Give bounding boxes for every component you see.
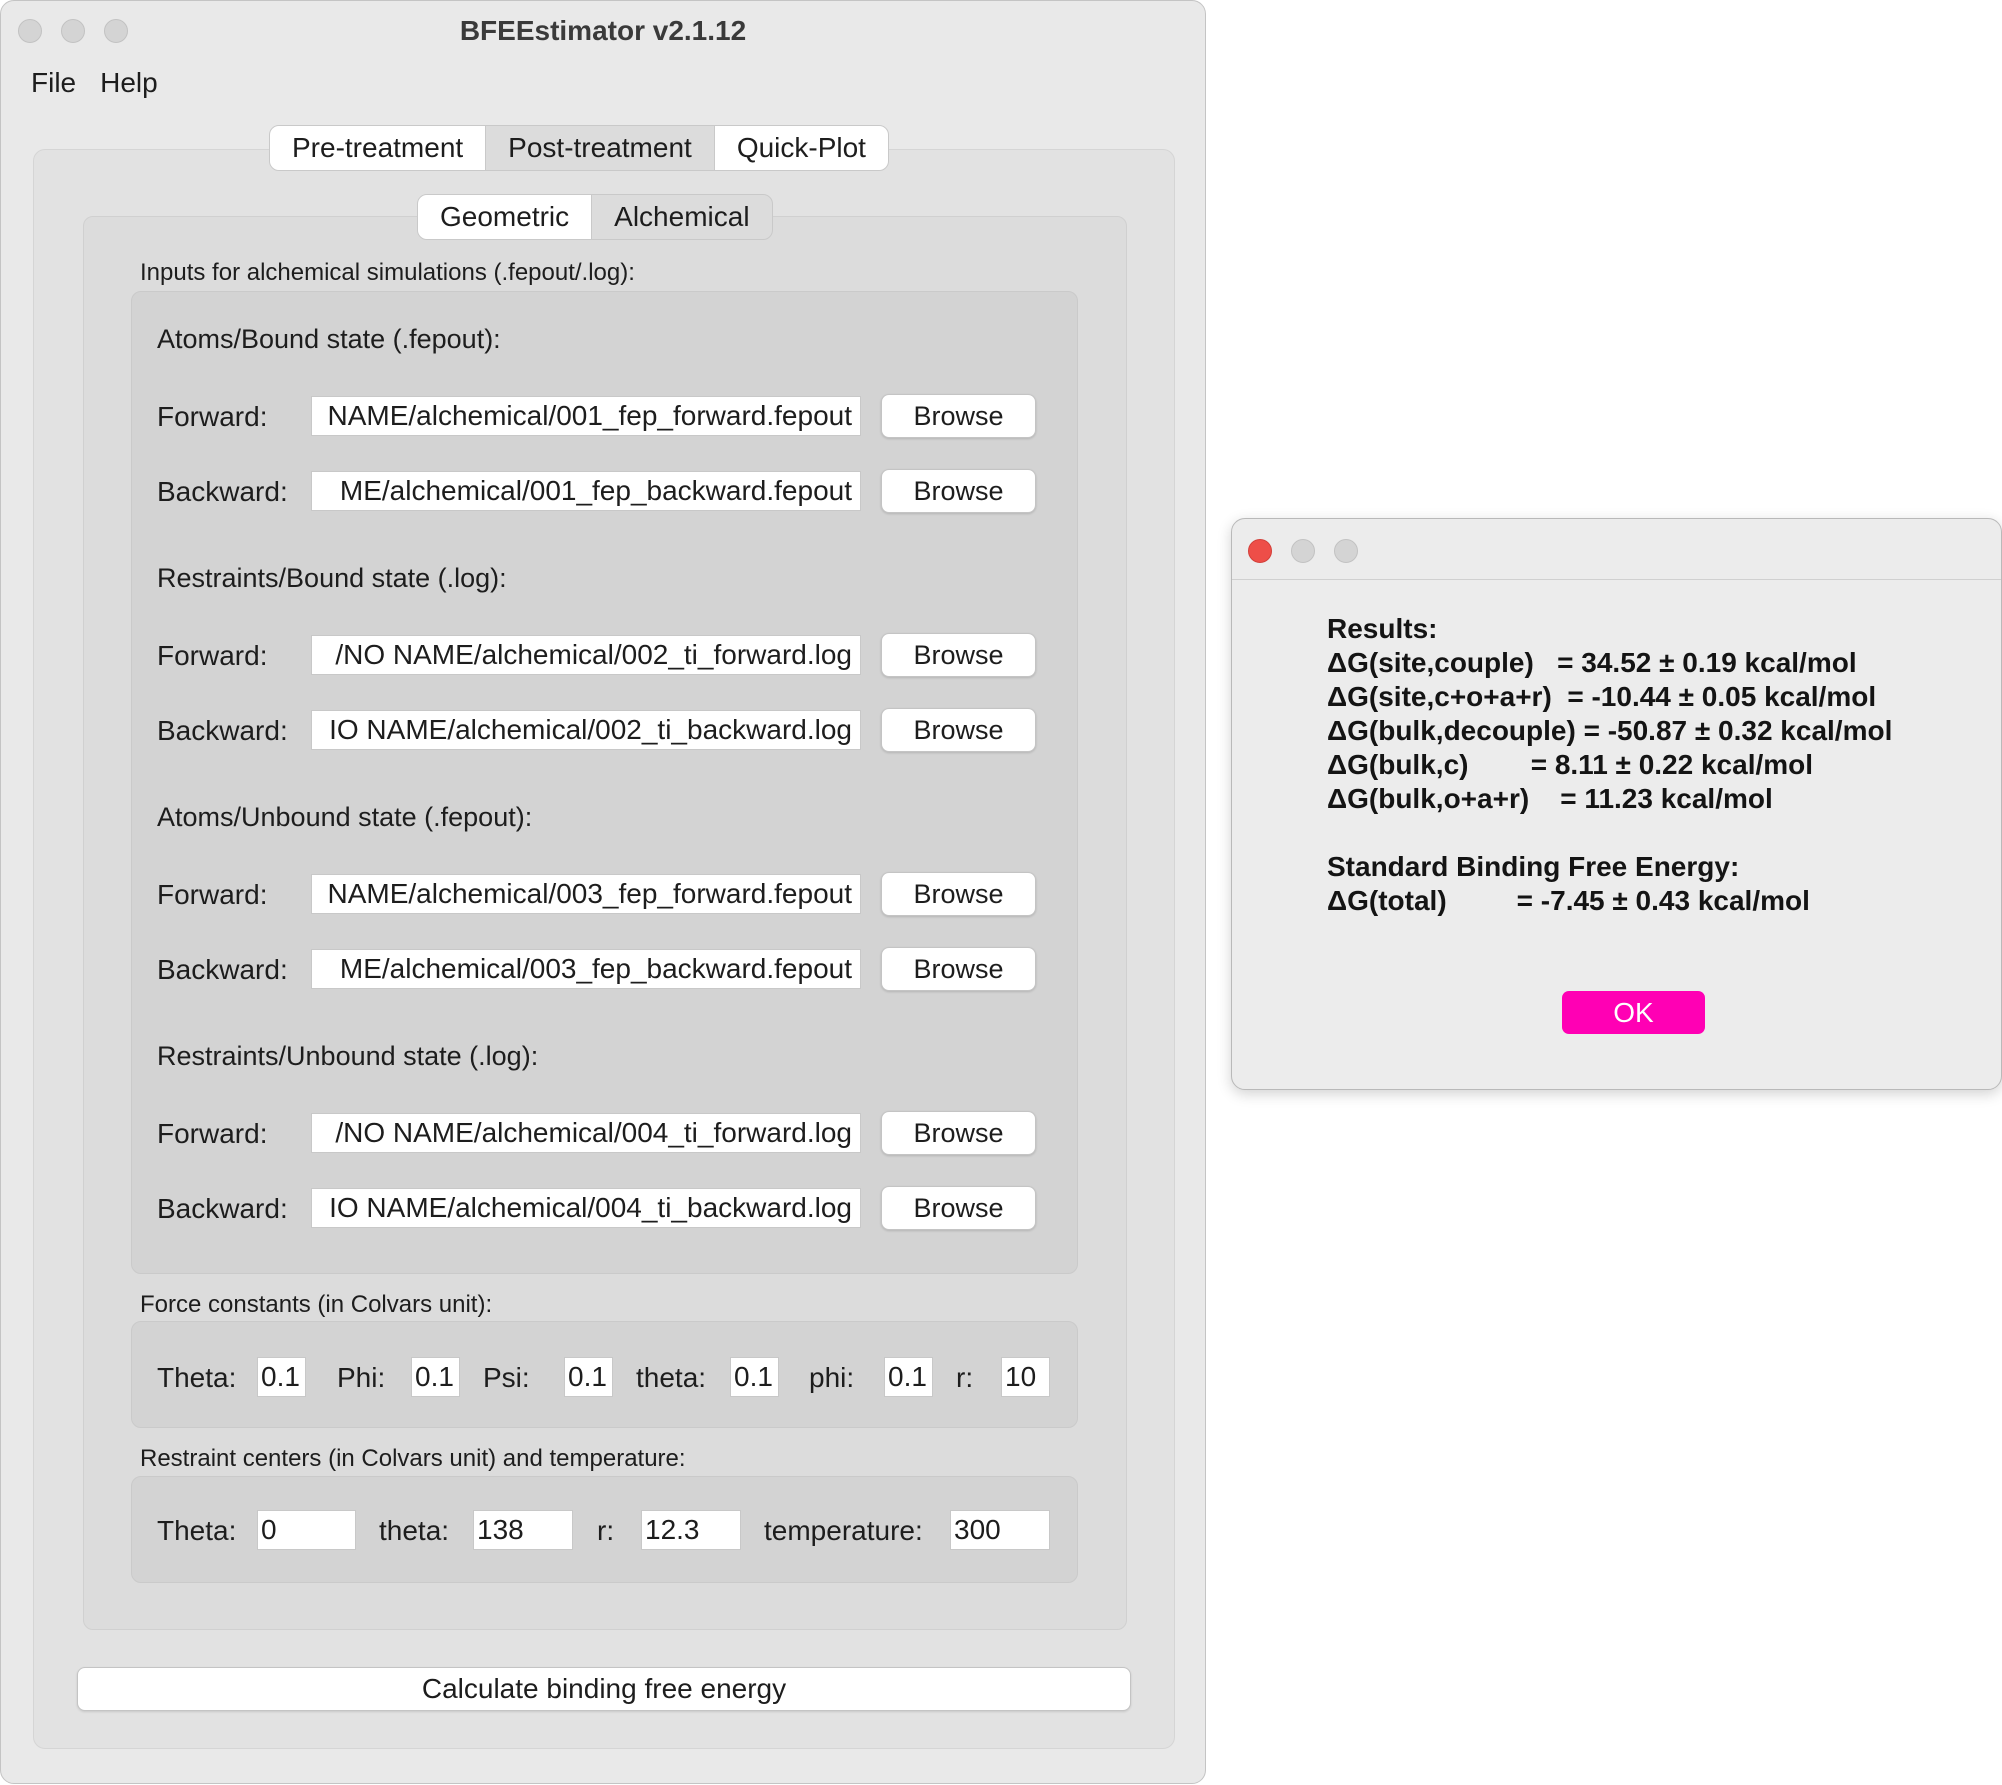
- atoms-unbound-backward-label: Backward:: [157, 954, 288, 985]
- restraints-bound-forward-label: Forward:: [157, 640, 268, 671]
- results-heading: Results:: [1327, 613, 1438, 644]
- fc-phi-lower-label: phi:: [809, 1362, 855, 1393]
- restraints-unbound-backward-browse-button[interactable]: Browse: [881, 1186, 1036, 1230]
- tab-quick-plot[interactable]: Quick-Plot: [715, 126, 888, 170]
- restraints-unbound-title: Restraints/Unbound state (.log):: [157, 1041, 539, 1071]
- restraints-bound-title: Restraints/Bound state (.log):: [157, 563, 507, 593]
- dialog-zoom-button[interactable]: [1334, 539, 1358, 563]
- restraint-centers-label: Restraint centers (in Colvars unit) and temperature:: [140, 1445, 686, 1472]
- restraints-bound-forward-input[interactable]: /NO NAME/alchemical/002_ti_forward.log: [311, 635, 861, 675]
- inputs-section-label: Inputs for alchemical simulations (.fepout/.log):: [140, 259, 635, 286]
- fc-theta-lower-input[interactable]: 0.1: [730, 1357, 779, 1397]
- result-total: ΔG(total) = -7.45 ± 0.43 kcal/mol: [1327, 885, 1810, 916]
- result-site-couple: ΔG(site,couple) = 34.52 ± 0.19 kcal/mol: [1327, 647, 1857, 678]
- atoms-unbound-forward-label: Forward:: [157, 879, 268, 910]
- restraints-unbound-forward-browse-button[interactable]: Browse: [881, 1111, 1036, 1155]
- calculate-binding-free-energy-button[interactable]: Calculate binding free energy: [77, 1667, 1131, 1711]
- tab-geometric[interactable]: Geometric: [418, 195, 592, 239]
- fc-psi-input[interactable]: 0.1: [564, 1357, 613, 1397]
- rc-r-label: r:: [597, 1515, 615, 1546]
- restraints-bound-backward-label: Backward:: [157, 715, 288, 746]
- standard-binding-heading: Standard Binding Free Energy:: [1327, 851, 1740, 882]
- sub-tab-bar: [417, 194, 773, 240]
- atoms-unbound-backward-browse-button[interactable]: Browse: [881, 947, 1036, 991]
- restraints-unbound-forward-label: Forward:: [157, 1118, 268, 1149]
- dialog-close-button[interactable]: [1248, 539, 1272, 563]
- menu-bar: [31, 67, 182, 99]
- result-bulk-oar: ΔG(bulk,o+a+r) = 11.23 kcal/mol: [1327, 783, 1773, 814]
- force-constants-label: Force constants (in Colvars unit):: [140, 1291, 493, 1318]
- rc-theta-label: Theta:: [157, 1515, 237, 1546]
- rc-theta-input[interactable]: 0: [257, 1510, 356, 1550]
- atoms-bound-title: Atoms/Bound state (.fepout):: [157, 324, 501, 354]
- fc-r-input[interactable]: 10: [1001, 1357, 1050, 1397]
- tab-post-treatment[interactable]: Post-treatment: [486, 126, 715, 170]
- fc-psi-label: Psi:: [483, 1362, 530, 1393]
- restraints-unbound-backward-input[interactable]: IO NAME/alchemical/004_ti_backward.log: [311, 1188, 861, 1228]
- window-titlebar[interactable]: [1, 1, 1205, 59]
- restraints-bound-forward-browse-button[interactable]: Browse: [881, 633, 1036, 677]
- tab-alchemical[interactable]: Alchemical: [614, 201, 750, 232]
- main-tab-bar: [269, 125, 889, 171]
- menu-help[interactable]: Help: [100, 67, 158, 98]
- result-bulk-c: ΔG(bulk,c) = 8.11 ± 0.22 kcal/mol: [1327, 749, 1814, 780]
- fc-theta-input[interactable]: 0.1: [257, 1357, 306, 1397]
- rc-temperature-input[interactable]: 300: [950, 1510, 1050, 1550]
- dialog-titlebar[interactable]: [1232, 519, 2001, 580]
- window-title: BFEEstimator v2.1.12: [459, 15, 747, 46]
- restraints-unbound-backward-label: Backward:: [157, 1193, 288, 1224]
- dialog-minimize-button[interactable]: [1291, 539, 1315, 563]
- restraints-bound-backward-browse-button[interactable]: Browse: [881, 708, 1036, 752]
- atoms-unbound-backward-input[interactable]: ME/alchemical/003_fep_backward.fepout: [311, 949, 861, 989]
- tab-pre-treatment[interactable]: Pre-treatment: [270, 126, 486, 170]
- atoms-bound-backward-browse-button[interactable]: Browse: [881, 469, 1036, 513]
- restraints-bound-backward-input[interactable]: IO NAME/alchemical/002_ti_backward.log: [311, 710, 861, 750]
- atoms-unbound-forward-input[interactable]: NAME/alchemical/003_fep_forward.fepout: [311, 874, 861, 914]
- result-bulk-decouple: ΔG(bulk,decouple) = -50.87 ± 0.32 kcal/mol: [1327, 715, 1893, 746]
- fc-phi-input[interactable]: 0.1: [411, 1357, 460, 1397]
- fc-theta-label: Theta:: [157, 1362, 237, 1393]
- atoms-bound-forward-input[interactable]: NAME/alchemical/001_fep_forward.fepout: [311, 396, 861, 436]
- atoms-bound-backward-input[interactable]: ME/alchemical/001_fep_backward.fepout: [311, 471, 861, 511]
- rc-theta-lower-label: theta:: [379, 1515, 450, 1546]
- rc-theta-lower-input[interactable]: 138: [473, 1510, 573, 1550]
- atoms-bound-forward-label: Forward:: [157, 401, 268, 432]
- fc-theta-lower-label: theta:: [636, 1362, 707, 1393]
- restraints-unbound-forward-input[interactable]: /NO NAME/alchemical/004_ti_forward.log: [311, 1113, 861, 1153]
- rc-temperature-label: temperature:: [764, 1515, 923, 1546]
- rc-r-input[interactable]: 12.3: [641, 1510, 741, 1550]
- result-site-coar: ΔG(site,c+o+a+r) = -10.44 ± 0.05 kcal/mol: [1327, 681, 1877, 712]
- menu-file[interactable]: File: [31, 67, 77, 98]
- atoms-bound-forward-browse-button[interactable]: Browse: [881, 394, 1036, 438]
- fc-r-label: r:: [956, 1362, 974, 1393]
- atoms-unbound-title: Atoms/Unbound state (.fepout):: [157, 802, 533, 832]
- atoms-unbound-forward-browse-button[interactable]: Browse: [881, 872, 1036, 916]
- fc-phi-lower-input[interactable]: 0.1: [884, 1357, 933, 1397]
- results-dialog: [1231, 518, 2002, 1090]
- atoms-bound-backward-label: Backward:: [157, 476, 288, 507]
- ok-button[interactable]: OK: [1562, 991, 1705, 1034]
- fc-phi-label: Phi:: [337, 1362, 386, 1393]
